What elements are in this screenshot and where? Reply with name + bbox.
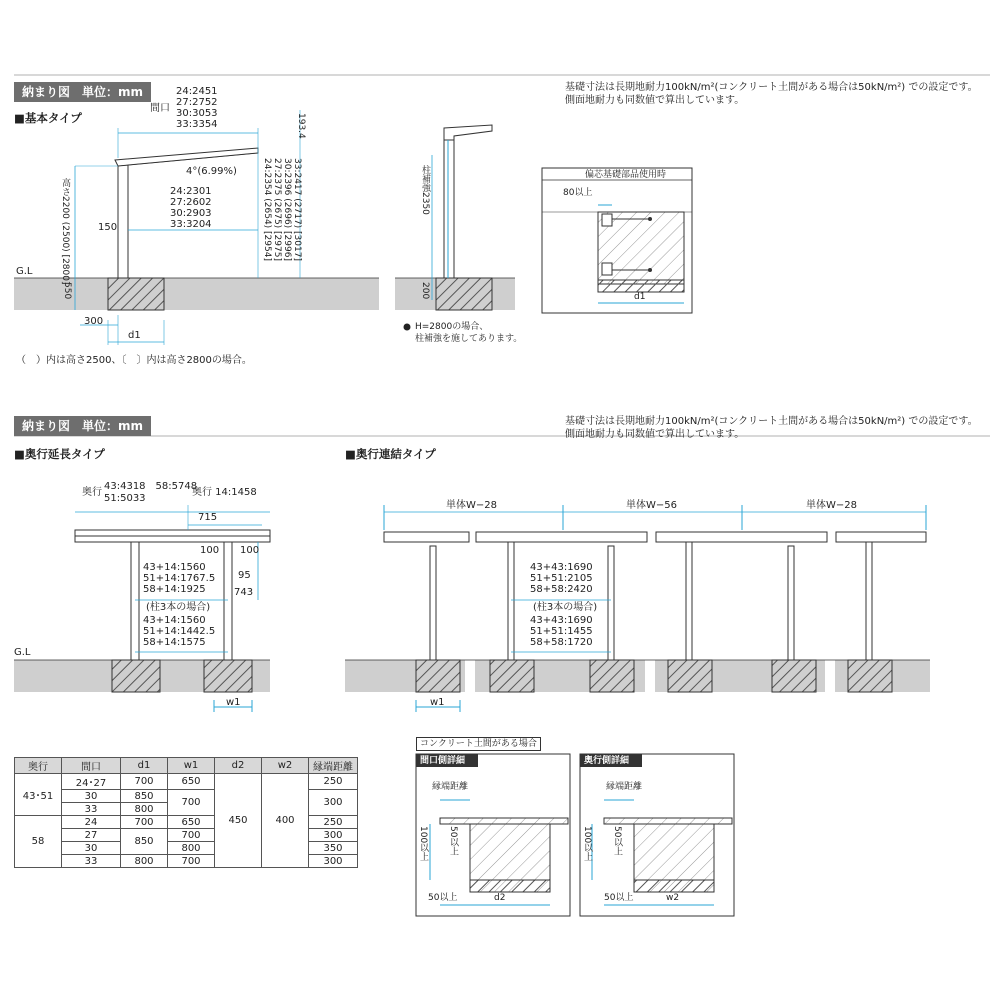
link-value: 43+43:1690 <box>530 615 593 626</box>
cell-d1: 800 <box>121 803 168 816</box>
dim-100-right-detail: 100以上 <box>582 826 592 862</box>
frontage-value: 24:2451 <box>176 86 218 97</box>
ext-values-b <box>143 615 215 648</box>
cell-span: 24･27 <box>62 774 121 790</box>
foundation-spec-table <box>14 757 358 868</box>
ext-value: 43+14:1560 <box>143 615 206 626</box>
frontage-values <box>176 86 218 130</box>
depth-extension-elevation <box>14 505 270 712</box>
link-values-b <box>530 615 593 648</box>
dim-193: 193.4 <box>296 113 306 139</box>
offset-box-title: 偏芯基礎部品使用時 <box>585 170 667 180</box>
col-d2: d2 <box>215 758 262 774</box>
frontage-value: 27:2752 <box>176 97 218 108</box>
dim-d2: d2 <box>494 893 506 903</box>
concrete-label: コンクリート土間がある場合 <box>416 737 541 751</box>
section-header-top: 納まり図 単位：mm <box>14 82 151 102</box>
post <box>118 160 128 278</box>
cell-w1: 700 <box>168 829 215 842</box>
foundation-block <box>108 278 164 310</box>
dim-100-left: 100 <box>200 545 220 556</box>
dim-300: 300 <box>84 316 104 327</box>
cell-w1: 800 <box>168 842 215 855</box>
depth-a: 43:4318 58:5748 <box>104 481 198 492</box>
depth-c: 奥行 14:1458 <box>192 487 257 498</box>
frontage-value: 30:3053 <box>176 108 218 119</box>
cell-d1: 850 <box>121 790 168 803</box>
link-value: 43+43:1690 <box>530 562 593 573</box>
col-w1: w1 <box>168 758 215 774</box>
cell-edge: 250 <box>309 816 358 829</box>
bottom-note-2: 側面地耐力も同数値で算出しています。 <box>565 429 745 440</box>
col-depth: 奥行 <box>15 758 62 774</box>
edge-label-left: 縁端距離 <box>432 782 469 792</box>
cell-d1: 850 <box>121 829 168 855</box>
cell-span: 24 <box>62 816 121 829</box>
col-edge: 縁端距離 <box>309 758 358 774</box>
col-d1: d1 <box>121 758 168 774</box>
offset-80: 80以上 <box>563 188 593 198</box>
ext-value: 58+14:1925 <box>143 584 206 595</box>
dim-743: 743 <box>234 587 254 598</box>
ext-value: 58+14:1575 <box>143 637 206 648</box>
detail-right-title: 奥行側詳細 <box>584 756 630 766</box>
reinforce-note-1: H=2800の場合、 <box>415 322 489 332</box>
dim-50-h-left: 50以上 <box>428 893 458 903</box>
detail-left-title: 間口側詳細 <box>420 756 466 766</box>
top-note-1: 基礎寸法は長期地耐力100kN/m²(コンクリート土間がある場合は50kN/m²) での設定です。 <box>565 82 978 93</box>
cell-w1: 650 <box>168 774 215 790</box>
reinforce-note-2: 柱補強を施してあります。 <box>415 334 523 344</box>
cell-w1: 700 <box>168 790 215 816</box>
link-note: (柱3本の場合) <box>533 602 598 613</box>
link-value: 51+51:2105 <box>530 573 593 584</box>
section-header-bottom: 納まり図 単位：mm <box>14 416 151 436</box>
dim-w1-right: w1 <box>430 697 445 708</box>
ext-value: 51+14:1767.5 <box>143 573 216 584</box>
offset-d1: d1 <box>634 292 646 302</box>
link-value: 58+58:1720 <box>530 637 593 648</box>
dim-50-h-right: 50以上 <box>604 893 634 903</box>
basic-type-title: ■基本タイプ <box>14 111 82 125</box>
link-value: 51+51:1455 <box>530 626 593 637</box>
dim-50-vert-left: 50以上 <box>448 826 458 856</box>
dim-95: 95 <box>238 570 251 581</box>
dim-150: 150 <box>98 222 118 233</box>
cell-span: 33 <box>62 855 121 868</box>
dim-d1: d1 <box>128 330 141 341</box>
dim-715: 715 <box>198 512 218 523</box>
depth-b: 51:5033 <box>104 493 146 504</box>
reinforced-post-view <box>395 125 515 331</box>
dim-w1-left: w1 <box>226 697 241 708</box>
cell-w1: 650 <box>168 816 215 829</box>
link-values-a <box>530 562 593 595</box>
dim-200: 200 <box>420 282 430 300</box>
inner-values <box>170 186 212 230</box>
bottom-note-1: 基礎寸法は長期地耐力100kN/m²(コンクリート土間がある場合は50kN/m²) での設定です。 <box>565 416 978 427</box>
concrete-detail-boxes <box>416 754 734 916</box>
height-stack-30: 30:2396 (2696) [2996] <box>282 158 292 261</box>
inner-value: 30:2903 <box>170 208 212 219</box>
ground-level-label: G.L <box>16 266 33 277</box>
cell-d1: 700 <box>121 816 168 829</box>
cell-edge: 250 <box>309 774 358 790</box>
cell-edge: 300 <box>309 829 358 842</box>
cell-edge: 350 <box>309 842 358 855</box>
cell-edge: 300 <box>309 855 358 868</box>
unit-label-2: 単体W−56 <box>626 500 677 511</box>
ext-values-a <box>143 562 215 595</box>
inner-value: 33:3204 <box>170 219 212 230</box>
dim-100-left-detail: 100以上 <box>418 826 428 862</box>
height-stack-24: 24:2354 (2654) [2954] <box>262 158 272 261</box>
dim-w2: w2 <box>666 893 680 903</box>
depth-label: 奥行 <box>82 487 102 498</box>
table-row <box>15 774 358 790</box>
roof-pitch-label: 4°(6.99%) <box>186 166 237 177</box>
link-type-title: ■奥行連結タイプ <box>345 447 436 461</box>
cell-span: 30 <box>62 842 121 855</box>
shared-d2: 450 <box>215 774 262 868</box>
roof <box>115 148 258 166</box>
cell-d1: 800 <box>121 855 168 868</box>
edge-label-right: 縁端距離 <box>606 782 643 792</box>
ext-value: 51+14:1442.5 <box>143 626 216 637</box>
top-note-2: 側面地耐力も同数値で算出しています。 <box>565 95 745 106</box>
cell-span: 30 <box>62 790 121 803</box>
cell-w1: 700 <box>168 855 215 868</box>
height-stack-33: 33:2417 (2717) [3017] <box>292 158 302 261</box>
frontage-value: 33:3354 <box>176 119 218 130</box>
cell-edge: 300 <box>309 790 358 816</box>
frontage-label: 間口 <box>150 103 170 114</box>
cell-span: 27 <box>62 829 121 842</box>
inner-value: 24:2301 <box>170 186 212 197</box>
depth-link-elevation <box>345 505 930 712</box>
extension-type-title: ■奥行延長タイプ <box>14 447 105 461</box>
height-footnote: （ ）内は高さ2500、〔 〕内は高さ2800の場合。 <box>16 355 252 366</box>
ext-note: (柱3本の場合) <box>146 602 211 613</box>
cell-d1: 700 <box>121 774 168 790</box>
group-b: 58 <box>15 816 62 868</box>
height-stack-27: 27:2375 (2675) [2975] <box>272 158 282 261</box>
link-value: 58+58:2420 <box>530 584 593 595</box>
unit-label-1: 単体W−28 <box>446 500 497 511</box>
cell-span: 33 <box>62 803 121 816</box>
ext-value: 43+14:1560 <box>143 562 206 573</box>
dim-550: 550 <box>62 282 72 300</box>
col-w2: w2 <box>262 758 309 774</box>
reinforce-label: 柱補強2350 <box>420 165 430 215</box>
unit-label-3: 単体W−28 <box>806 500 857 511</box>
dim-100-right: 100 <box>240 545 260 556</box>
ground-level-label-2: G.L <box>14 647 31 658</box>
inner-value: 27:2602 <box>170 197 212 208</box>
col-span: 間口 <box>62 758 121 774</box>
group-a: 43･51 <box>15 774 62 816</box>
shared-w2: 400 <box>262 774 309 868</box>
height-label: 高さ2200 (2500) [2800] <box>60 178 70 285</box>
dim-50-vert-right: 50以上 <box>612 826 622 856</box>
table-header-row <box>15 758 358 774</box>
